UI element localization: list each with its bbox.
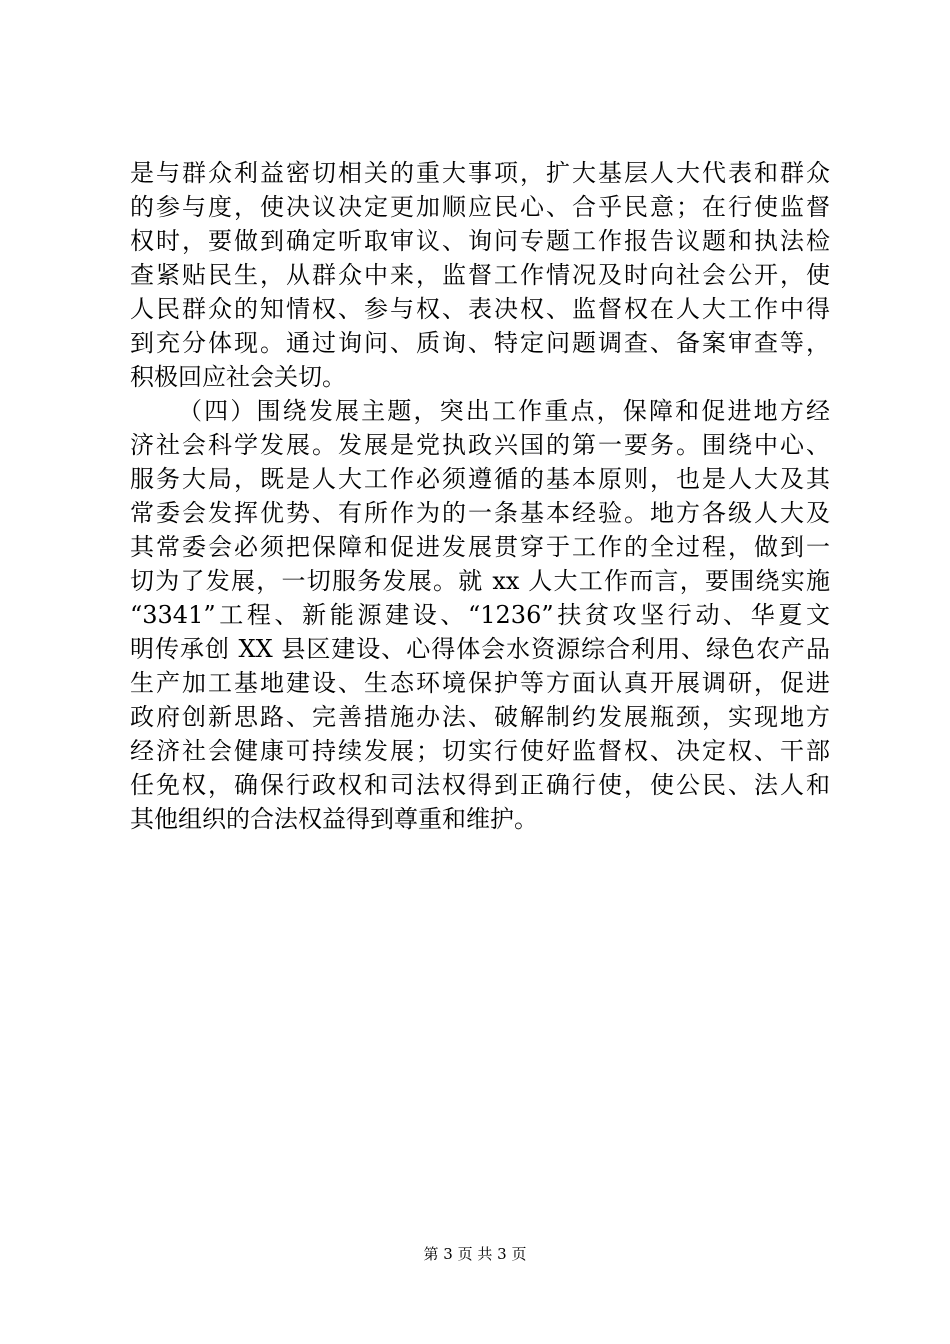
text-line: 明传承创 XX 县区建设、心得体会水资源综合利用、绿色农产品 [130,635,830,663]
text-line: 是与群众利益密切相关的重大事项，扩大基层人大代表和群众 [130,159,830,187]
text-line: 权时，要做到确定听取审议、询问专题工作报告议题和执法检 [130,227,830,255]
text-line: （四）围绕发展主题，突出工作重点，保障和促进地方经 [178,397,830,425]
page-number-footer: 第 3 页 共 3 页 [423,1245,527,1263]
text-line: 其他组织的合法权益得到尊重和维护。 [130,805,538,833]
text-line: 政府创新思路、完善措施办法、破解制约发展瓶颈，实现地方 [130,703,830,731]
text-line: 积极回应社会关切。 [130,363,346,391]
text-line: 到充分体现。通过询问、质询、特定问题调查、备案审查等， [130,329,830,357]
text-line: 任免权，确保行政权和司法权得到正确行使，使公民、法人和 [130,771,830,799]
paragraph-1 [130,156,830,394]
text-line: 服务大局，既是人大工作必须遵循的基本原则，也是人大及其 [130,465,830,493]
text-line: 其常委会必须把保障和促进发展贯穿于工作的全过程，做到一 [130,533,830,561]
text-line: 济社会科学发展。发展是党执政兴国的第一要务。围绕中心、 [130,431,830,459]
text-line: “3341”工程、新能源建设、“1236”扶贫攻坚行动、华夏文 [130,601,830,629]
text-line: 查紧贴民生，从群众中来，监督工作情况及时向社会公开，使 [130,261,830,289]
text-line: 经济社会健康可持续发展；切实行使好监督权、决定权、干部 [130,737,830,765]
text-line: 人民群众的知情权、参与权、表决权、监督权在人大工作中得 [130,295,830,323]
text-line: 生产加工基地建设、生态环境保护等方面认真开展调研，促进 [130,669,830,697]
document-body [130,156,830,836]
paragraph-2 [130,394,830,836]
text-line: 常委会发挥优势、有所作为的一条基本经验。地方各级人大及 [130,499,830,527]
text-line: 切为了发展，一切服务发展。就 xx 人大工作而言，要围绕实施 [130,567,830,595]
text-line: 的参与度，使决议决定更加顺应民心、合乎民意；在行使监督 [130,193,830,221]
